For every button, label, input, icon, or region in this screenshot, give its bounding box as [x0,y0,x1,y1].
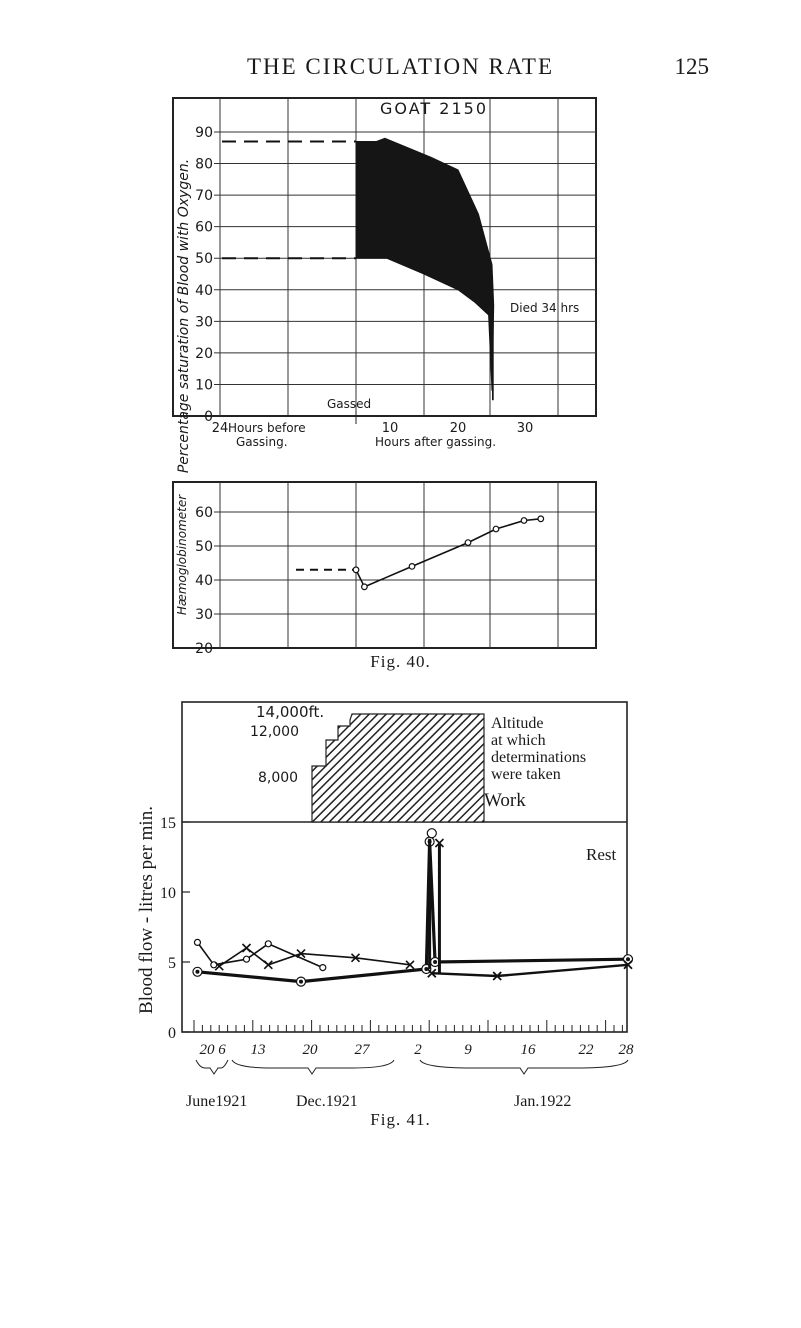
top-y-tick-label: 0 [204,409,213,425]
top-chart-title: GOAT 2150 [380,99,488,118]
rest-label: Rest [586,845,617,864]
altitude-note-3: determinations [491,749,587,766]
haemoglobin-point [353,567,359,573]
haemoglobin-point [465,540,471,546]
rest-cross-series-line [432,965,628,976]
haemoglobin-series [353,516,543,590]
bottom-y-tick-label: 40 [195,573,213,589]
top-y-tick-label: 70 [195,188,213,205]
figure-41 [0,692,801,1132]
bottom-chart-ylabel: Hæmoglobinometer [175,494,189,616]
before-gassing-label-2: Gassing. [236,435,288,449]
work-label: Work [484,790,526,811]
bottom-y-tick-label: 20 [195,641,213,657]
figure-41-y-tick-label: 10 [160,885,176,902]
figure-41-y-tick-label: 15 [160,815,176,832]
top-y-tick-label: 90 [195,125,213,141]
month-dec-1921: Dec.1921 [296,1093,358,1110]
blood-flow-series [193,829,633,986]
figure-40 [0,90,801,750]
haemoglobin-line [356,519,541,587]
top-x-tick-label: 10 [381,421,399,436]
before-gassing-label: Hours before [228,421,306,435]
altitude-8000: 8,000 [258,770,299,786]
figure-41-day-label: 20 [199,1042,215,1058]
figure-41-caption: Fig. 41. [370,1110,431,1129]
bottom-y-tick-label: 30 [195,607,213,623]
running-head: THE CIRCULATION RATE [246,54,555,79]
circle-series-point [320,965,326,971]
altitude-14000: 14,000ft. [256,703,325,721]
figure-41-day-label: 28 [618,1042,634,1058]
oxygen-saturation-band [356,138,494,424]
month-brace [196,1060,228,1074]
top-y-tick-label: 50 [195,251,213,268]
circle-series-point [265,941,271,947]
figure-41-day-label: 27 [354,1042,370,1058]
month-june-1921: June1921 [186,1093,248,1110]
figure-41-y-tick-label: 0 [168,1025,176,1042]
haemoglobin-point [521,518,527,524]
haemoglobin-point [362,584,368,590]
top-y-tick-label: 10 [195,377,213,394]
altitude-panel [312,714,484,822]
double-circle-series-point-center [626,957,630,961]
circle-series-point [244,956,250,962]
double-circle-series-point-center [299,980,303,984]
top-y-tick-label: 20 [195,345,213,362]
top-x-tick-label: 20 [449,421,467,436]
month-brace [420,1060,628,1074]
top-y-tick-label: 60 [195,219,213,236]
double-circle-series-point-center [195,970,199,974]
altitude-note-1: Altitude [491,715,544,732]
bottom-y-tick-label: 50 [195,539,213,555]
altitude-note-2: at which [491,732,546,749]
figure-40-caption: Fig. 40. [370,652,431,671]
figure-41-tick-labels [160,815,634,1074]
died-label: Died 34 hrs [510,301,580,315]
top-chart-ylabel: Percentage saturation of Blood with Oxygen. [176,158,192,474]
figure-41-day-label: 13 [250,1042,266,1058]
double-circle-series-point-center [433,960,437,964]
after-gassing-label: Hours after gassing. [375,435,497,449]
figure-41-day-label: 20 [302,1042,318,1058]
bottom-chart-frame [173,482,596,648]
haemoglobin-point [493,526,499,532]
figure-41-ylabel: Blood flow - litres per min. [136,806,157,1014]
top-x-tick-label: 24 [211,421,229,436]
saturation-band-tail [492,306,494,401]
top-y-tick-label: 30 [195,314,213,331]
figure-41-day-label: 9 [464,1042,472,1058]
page-number: 125 [674,54,709,79]
gassed-label: Gassed [327,397,372,411]
top-x-tick-label: 30 [516,421,534,436]
page-header [0,54,801,84]
cross-series-point [264,961,272,969]
work-marker-circle [427,829,436,838]
figure-41-y-tick-label: 5 [168,955,176,972]
haemoglobin-point [538,516,544,522]
top-y-tick-label: 80 [195,156,213,173]
top-y-tick-label: 40 [195,282,213,299]
figure-41-day-label: 6 [218,1042,226,1058]
month-jan-1922: Jan.1922 [514,1093,572,1110]
altitude-hatched-block [312,714,484,822]
figure-41-day-label: 2 [414,1042,422,1058]
haemoglobin-point [409,564,415,570]
altitude-note-4: were taken [491,766,561,783]
cross-series-point [243,944,251,952]
bottom-y-tick-label: 60 [195,505,213,521]
circle-series-point [194,939,200,945]
figure-41-day-label: 16 [520,1042,536,1058]
month-brace [232,1060,394,1074]
figure-41-day-label: 22 [578,1042,594,1058]
altitude-12000: 12,000 [250,724,299,740]
